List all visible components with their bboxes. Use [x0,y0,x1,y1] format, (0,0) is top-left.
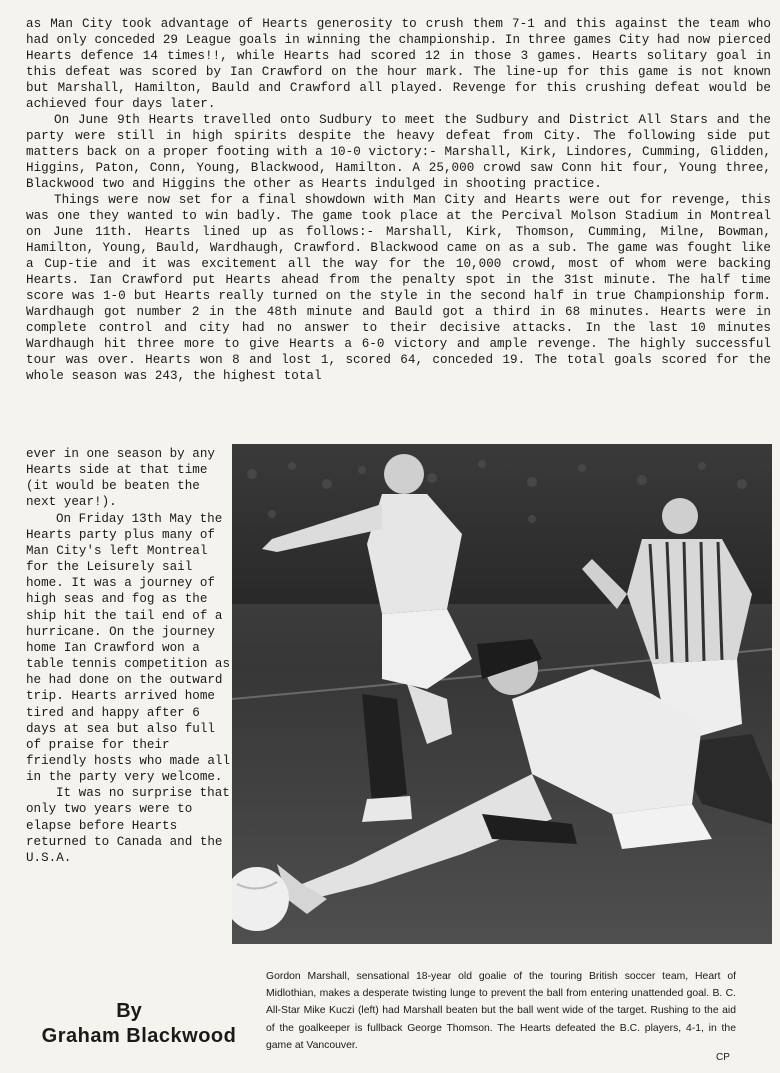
paragraph-season-total: ever in one season by any Hearts side at that time (it would be beaten the next year!). [26,447,215,510]
paragraph-return: It was no surprise that only two years were to elapse before Hearts returned to Canada and the U.S.A. [26,786,230,865]
paragraph-sail-home: On Friday 13th May the Hearts party plus many of Man City's left Montreal for the Leisurely sail home. It was a journey of high seas and fog as the ship hit the tail end of a hurricane. On the journey home Ian Crawford won a table tennis competition as he had done on the outward trip. Hearts arrived home tired and happy after 6 days at sea but also full of praise for their friendly hosts who made all in the party very welcome. [26,511,231,785]
match-photo-illustration [232,444,772,944]
photo-caption: Gordon Marshall, sensational 18-year old goalie of the touring British soccer team, Heart of Midlothian, makes a desperate twisting lunge to prevent the ball from entering unattended goal. B. C. All-Star Mike Kuczi (left) had Marshall beaten but the ball went wide of the target. Rushing to the aid of the goalkeeper is fullback George Thomson. The Hearts defeated the B.C. players, 4-1, in the game at Vancouver. [266,971,736,1051]
paragraph-montreal-showdown: Things were now set for a final showdown with Man City and Hearts were out for revenge, this was one they wanted to win badly. The game took place at the Percival Molson Stadium in Montreal on June 11th. Hearts lined up as follows:- Marshall, Kirk, Thomson, Cumming, Milne, Bowman, Hamilton, Young, Bauld, Wardhaugh, Crawford. Blackwood came on as a sub. The game was fought like a Cup-tie and it was excitement all the way for the 10,000 crowd, most of whom were backing Hearts. Ian Crawford put Hearts ahead from the penalty spot in the 31st minute. The half time score was 1-0 but Hearts really turned on the style in the second half in true Championship form. Wardhaugh got number 2 in the 48th minute and Bauld got a third in 68 minutes. Hearts were in complete control and city had no answer to their decisive attacks. In the last 10 minutes Wardhaugh hit three more to give Hearts a 6-0 victory and ample revenge. The highly successful tour was over. Hearts won 8 and lost 1, scored 64, conceded 19. The total goals scored for the whole season was 243, the highest total [26,193,771,383]
photo-credit: CP [716,1052,730,1063]
byline-by: By [116,1000,142,1022]
paragraph-city-defeat: as Man City took advantage of Hearts generosity to crush them 7-1 and this against the team who had only conceded 29 League goals in winning the championship. In three games City had now pierced Hearts defence 14 times!!, while Hearts had scored 12 in those 3 games. Hearts solitary goal in this defeat was scored by Ian Crawford on the hour mark. The line-up for this game is not known but Marshall, Hamilton, Bauld and Crawford all played. Revenge for this crushing defeat would be achieved four days later. [26,17,771,111]
article-body-left-column [26,446,232,866]
author-name: Graham Blackwood [41,1025,237,1047]
byline [26,1000,252,1048]
match-photo [232,444,772,944]
paragraph-sudbury: On June 9th Hearts travelled onto Sudbury to meet the Sudbury and District All Stars and the party were still in high spirits despite the heavy defeat from City. The following side put matters back on a proper footing with a 10-0 victory:- Marshall, Kirk, Lindores, Cumming, Glidden, Higgins, Paton, Conn, Young, Blackwood, Hamilton. A 25,000 crowd saw Conn hit four, Young three, Blackwood two and Higgins the other as Hearts indulged in shooting practice. [26,113,771,191]
article-body-top [26,16,771,384]
